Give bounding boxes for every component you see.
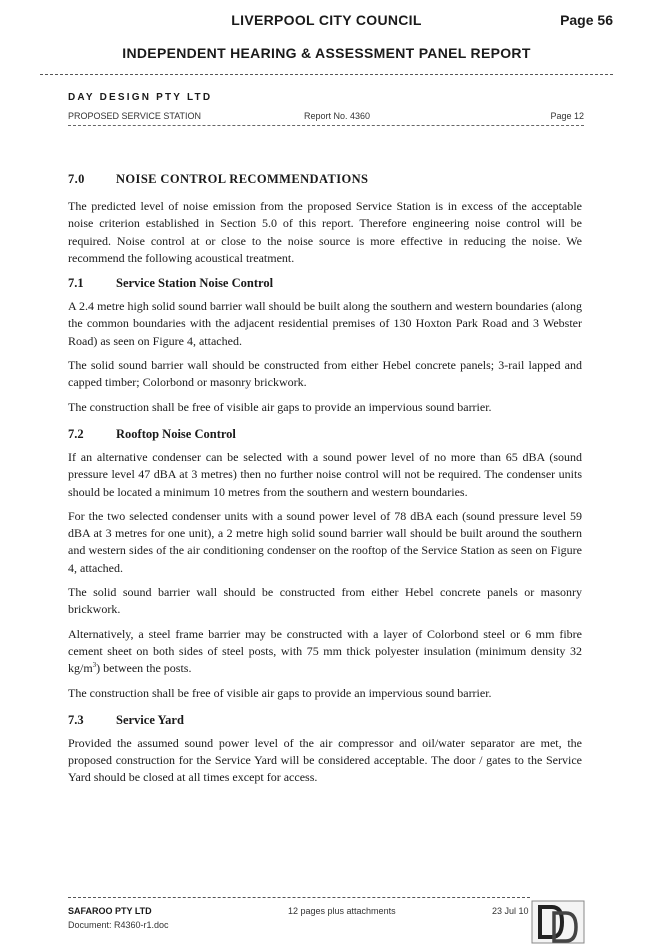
- section-intro-paragraph: The predicted level of noise emission from the proposed Service Station is in excess of the acceptable noise criterion established in Section 5.0 of this report. Therefore engineering noise control will be required. Noise control at or close to the noise source is more effective in reducing the noise. We recommend the following acoustical treatment.: [68, 199, 582, 265]
- subsection-heading-7-1: [68, 274, 582, 292]
- report-title: INDEPENDENT HEARING & ASSESSMENT PANEL REPORT: [122, 45, 531, 61]
- paragraph: A 2.4 metre high solid sound barrier wall should be built along the southern and western boundaries (along the common boundaries with the adjacent residential premises of 130 Hoxton Park Road and 3 Webster Road) as seen on Figure 4, attached.: [68, 299, 582, 348]
- footer-pages: 12 pages plus attachments: [288, 906, 396, 916]
- inner-header-row: [68, 111, 584, 125]
- page-number: Page 56: [560, 12, 613, 28]
- council-title: LIVERPOOL CITY COUNCIL: [231, 12, 422, 28]
- inner-report-number: Report No. 4360: [304, 111, 371, 121]
- footer-date: 23 Jul 10: [492, 906, 529, 916]
- footer-company: SAFAROO PTY LTD: [68, 906, 152, 916]
- paragraph: If an alternative condenser can be selected with a sound power level of no more than 65 dBA (sound pressure level 47 dBA at 3 metres) then no further noise control will not be required. The condenser units should be located a minimum 10 metres from the southern and western boundaries.: [68, 449, 582, 499]
- paragraph: The construction shall be free of visible air gaps to provide an impervious sound barrier.: [68, 399, 492, 414]
- inner-page-number: Page 12: [550, 111, 584, 121]
- superscript: 3: [92, 661, 97, 670]
- paragraph: [68, 626, 582, 678]
- inner-header-divider: [68, 125, 584, 126]
- subsection-number: 7.1: [68, 276, 84, 291]
- subsection-number: 7.3: [68, 712, 84, 727]
- paragraph-text: ) between the posts.: [96, 661, 192, 676]
- subsection-heading-7-2: [68, 425, 582, 443]
- report-body: [68, 170, 582, 794]
- section-heading: [68, 170, 582, 188]
- header-divider: [40, 74, 613, 75]
- section-number: 7.0: [68, 172, 85, 186]
- paragraph: The solid sound barrier wall should be constructed from either Hebel concrete panels; 3-rail lapped and capped timber; Colorbond or masonry brickwork.: [68, 358, 582, 390]
- day-design-logo-icon: [530, 899, 586, 945]
- subsection-heading-7-3: [68, 711, 582, 729]
- inner-company-name: DAY DESIGN PTY LTD: [68, 92, 213, 103]
- subsection-number: 7.2: [68, 426, 84, 441]
- footer-document: Document: R4360-r1.doc: [68, 920, 169, 930]
- paragraph: The construction shall be free of visible air gaps to provide an impervious sound barrier.: [68, 685, 492, 700]
- paragraph: Provided the assumed sound power level of the air compressor and oil/water separator are met, the proposed construction for the Service Yard will be considered acceptable. The door / gates to the Service Yard should be closed at all times except for access.: [68, 735, 582, 785]
- inner-project-name: PROPOSED SERVICE STATION: [68, 111, 202, 121]
- paragraph-text: Alternatively, a steel frame barrier may be constructed with a layer of Colorbond steel or 6 mm fibre cement sheet on both sides of steel posts, with 75 mm thick polyester insulation (minimum density 32 kg/m: [68, 626, 582, 676]
- paragraph: For the two selected condenser units with a sound power level of 78 dBA each (sound pressure level 59 dBA at 3 metres for one unit), a 2 metre high solid sound barrier wall should be built around the southern and western sides of the air conditioning condenser on the rooftop of the Service Station as seen on Figure 4, attached.: [68, 508, 582, 575]
- footer-divider: [68, 897, 530, 898]
- subsection-title: Service Station Noise Control: [116, 276, 274, 291]
- subsection-title: Service Yard: [116, 712, 184, 727]
- section-title: NOISE CONTROL RECOMMENDATIONS: [116, 172, 369, 186]
- paragraph: The solid sound barrier wall should be constructed from either Hebel concrete panels or masonry brickwork.: [68, 585, 582, 617]
- subsection-title: Rooftop Noise Control: [116, 426, 236, 441]
